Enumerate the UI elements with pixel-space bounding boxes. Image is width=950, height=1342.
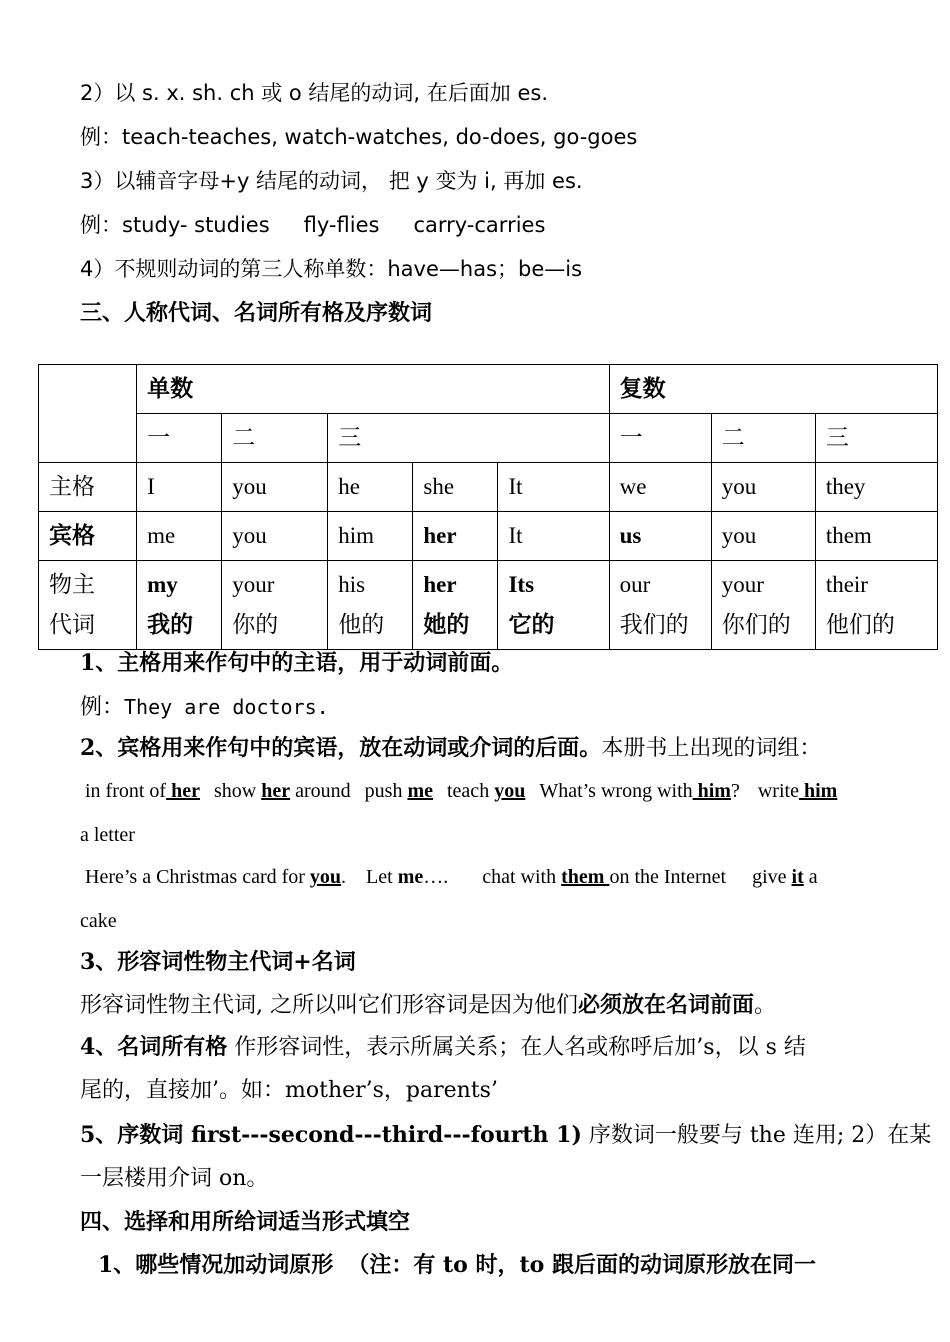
possessive-zh: 它的 xyxy=(508,611,555,638)
row-label-possessive-line2: 代词 xyxy=(49,612,95,638)
point-4 xyxy=(80,1032,806,1063)
rule-3 xyxy=(80,166,583,197)
phrase-object: her xyxy=(166,780,200,802)
possessive-en: his xyxy=(338,572,366,597)
table-row-possessive xyxy=(39,561,938,650)
rule-3-example xyxy=(80,210,545,241)
person-singular-1: 一 xyxy=(137,414,222,463)
phrase-object: him xyxy=(798,780,838,802)
section-4-title: 四、选择和用所给词适当形式填空 xyxy=(80,1209,411,1235)
phrase-object: it xyxy=(791,866,804,888)
table-cell: me xyxy=(137,512,222,561)
possessive-zh: 你的 xyxy=(232,612,279,638)
possessive-en: our xyxy=(619,572,651,597)
section-4-item-1 xyxy=(98,1250,816,1281)
table-cell xyxy=(328,561,413,650)
phrase-text: write xyxy=(757,780,799,802)
rule-2-example-text: 例：teach-teaches, watch-watches, do-does, go-goes xyxy=(80,125,638,149)
point-5-cont: 一层楼用介词 on。 xyxy=(80,1166,269,1191)
phrase-object: her xyxy=(261,780,291,802)
point-4-bold: 4、名词所有格 xyxy=(80,1034,228,1060)
section-3-title: 三、人称代词、名词所有格及序数词 xyxy=(80,300,433,326)
point-2-bold: 2、宾格用来作句中的宾语，放在动词或介词的后面。 xyxy=(80,735,602,761)
phrase-text: give xyxy=(752,866,787,888)
point-3-body: 形容词性物主代词, 之所以叫它们形容词是因为他们 xyxy=(80,993,578,1018)
table-cell: you xyxy=(222,463,328,512)
table-cell: they xyxy=(815,463,937,512)
point-3-emphasis: 必须放在名词前面 xyxy=(578,992,755,1018)
phrase-text: Let xyxy=(366,866,393,888)
table-row-object xyxy=(39,512,938,561)
possessive-en: their xyxy=(825,572,868,597)
possessive-zh: 他的 xyxy=(338,612,385,638)
table-row-subject xyxy=(39,463,938,512)
possessive-en: Its xyxy=(508,572,535,597)
phrase-object: them xyxy=(561,866,610,888)
phrase-text: on the Internet xyxy=(609,866,727,888)
table-cell: he xyxy=(328,463,413,512)
phrases-line-1 xyxy=(85,776,837,806)
possessive-zh: 我们的 xyxy=(619,612,689,638)
point-4-cont: 尾的，直接加’。如：mother’s，parents’ xyxy=(80,1078,498,1103)
point-3-text xyxy=(80,990,776,1021)
phrase-text: in front of xyxy=(85,780,167,802)
phrase-text: around xyxy=(295,780,351,802)
rule-3-text: 3）以辅音字母+y 结尾的动词， 把 y 变为 i, 再加 es. xyxy=(80,169,583,193)
table-cell: you xyxy=(222,512,328,561)
phrase-text: push xyxy=(364,780,403,802)
table-cell xyxy=(609,561,711,650)
person-plural-1: 一 xyxy=(609,414,711,463)
table-cell xyxy=(498,561,609,650)
rule-3-example-2: fly-flies xyxy=(303,213,380,237)
pronoun-table xyxy=(38,364,938,650)
table-header-row xyxy=(39,365,938,414)
point-1: 1、主格用来作句中的主语，用于动词前面。 xyxy=(80,650,514,676)
section-4-item-1-bold: 1、哪些情况加动词原形 xyxy=(98,1252,334,1278)
rule-3-example-1: study- studies xyxy=(122,213,270,237)
possessive-zh: 他们的 xyxy=(825,612,895,638)
phrase-text: Here’s a Christmas card for xyxy=(85,866,305,888)
table-cell: I xyxy=(137,463,222,512)
phrases-line-1-cont: a letter xyxy=(80,824,135,846)
phrases-line-2-cont: cake xyxy=(80,910,117,932)
table-cell xyxy=(137,561,222,650)
table-cell: she xyxy=(413,463,498,512)
phrase-text: chat with xyxy=(482,866,557,888)
table-cell xyxy=(711,561,815,650)
rule-2 xyxy=(80,78,548,109)
point-1-example xyxy=(80,692,329,723)
phrase-text: What’s wrong with xyxy=(539,780,693,802)
table-cell xyxy=(413,561,498,650)
point-5-text: 序数词一般要与 the 连用; 2）在某 xyxy=(581,1123,932,1148)
point-3: 3、形容词性物主代词+名词 xyxy=(80,949,356,975)
point-2-rest: 本册书上出现的词组： xyxy=(601,736,822,761)
table-person-row xyxy=(39,414,938,463)
phrase-text: ? xyxy=(730,780,740,802)
row-label-subject: 主格 xyxy=(39,463,137,512)
phrase-object: him xyxy=(692,780,731,802)
point-2 xyxy=(80,733,821,764)
row-label-possessive xyxy=(39,561,137,650)
point-4-text: 作形容词性，表示所属关系；在人名或称呼后加’s，以 s 结 xyxy=(227,1035,806,1060)
rule-4-text: 4）不规则动词的第三人称单数：have—has；be—is xyxy=(80,257,583,281)
table-corner-cell xyxy=(39,365,137,463)
table-cell: you xyxy=(711,463,815,512)
person-singular-2: 二 xyxy=(222,414,328,463)
table-cell: we xyxy=(609,463,711,512)
table-cell: her xyxy=(413,512,498,561)
possessive-zh: 我的 xyxy=(147,611,194,638)
rule-2-text: 2）以 s. x. sh. ch 或 o 结尾的动词, 在后面加 es. xyxy=(80,81,548,105)
rule-4 xyxy=(80,254,582,285)
possessive-en: your xyxy=(721,572,764,597)
row-label-possessive-line1: 物主 xyxy=(49,572,95,598)
row-label-object: 宾格 xyxy=(39,512,137,561)
phrase-object: me xyxy=(407,780,433,802)
possessive-en: my xyxy=(147,572,178,597)
possessive-en: your xyxy=(232,572,275,597)
phrase-object: you xyxy=(494,780,526,802)
phrases-line-2 xyxy=(85,862,818,892)
table-cell: us xyxy=(609,512,711,561)
phrase-text: show xyxy=(213,780,257,802)
header-singular: 单数 xyxy=(137,365,610,414)
point-1-example-label: 例： xyxy=(80,695,125,720)
point-5-bold: 5、序数词 first---second---third---fourth 1) xyxy=(80,1122,582,1148)
phrase-text: . xyxy=(341,866,347,888)
rule-3-example-label: 例： xyxy=(80,213,122,237)
phrase-object: me xyxy=(397,866,424,888)
table-cell: him xyxy=(328,512,413,561)
point-1-example-text: They are doctors. xyxy=(124,695,329,719)
rule-2-example xyxy=(80,122,637,153)
table-cell: them xyxy=(815,512,937,561)
phrase-text: a xyxy=(808,866,818,888)
person-plural-3: 三 xyxy=(815,414,937,463)
table-cell: It xyxy=(498,463,609,512)
phrase-object: you xyxy=(309,866,342,888)
phrase-text: teach xyxy=(447,780,490,802)
table-cell xyxy=(222,561,328,650)
possessive-en: her xyxy=(423,572,457,597)
table-cell: you xyxy=(711,512,815,561)
table-cell xyxy=(815,561,937,650)
person-plural-2: 二 xyxy=(711,414,815,463)
point-5 xyxy=(80,1120,931,1151)
table-cell: It xyxy=(498,512,609,561)
person-singular-3: 三 xyxy=(328,414,609,463)
possessive-zh: 你们的 xyxy=(721,612,791,638)
section-4-item-1-note: （注：有 to 时，to 跟后面的动词原形放在同一 xyxy=(347,1252,816,1278)
rule-3-example-3: carry-carries xyxy=(413,213,546,237)
point-3-end: 。 xyxy=(754,993,777,1018)
possessive-zh: 她的 xyxy=(423,611,470,638)
phrase-text: …. xyxy=(423,866,449,888)
header-plural: 复数 xyxy=(609,365,937,414)
